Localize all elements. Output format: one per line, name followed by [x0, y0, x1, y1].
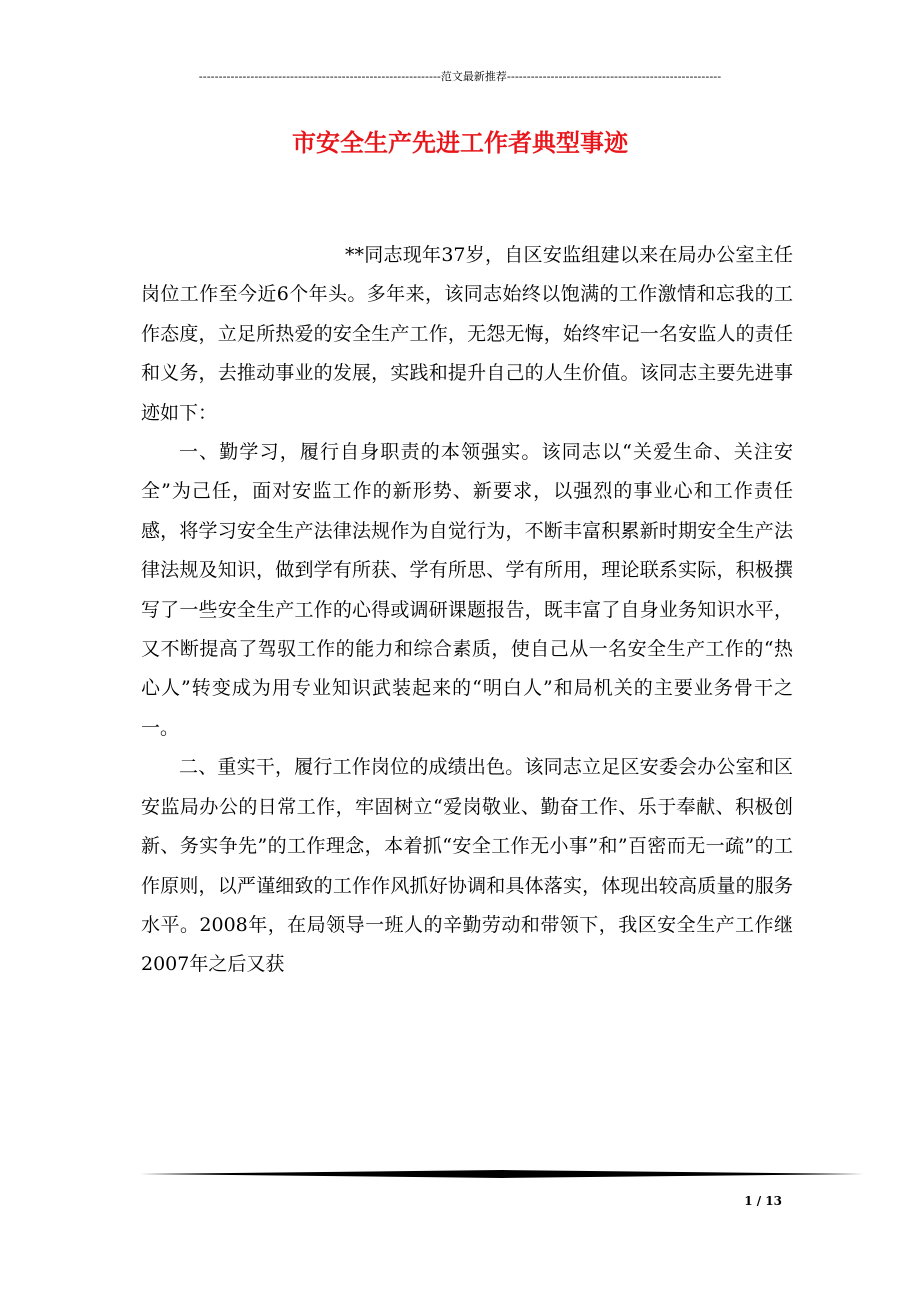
paragraph-study: 一、勤学习，履行自身职责的本领强实。该同志以“关爱生命、关注安全”为己任，面对安监工作的新形势、新要求，以强烈的事业心和工作责任感，将学习安全生产法律法规作为自觉行为，不断丰富积累新时期安全生产法律法规及知识，做到学有所获、学有所思、学有所用，理论联系实际，积极撰写了一些安全生产工作的心得或调研课题报告，既丰富了自身业务知识水平，又不断提高了驾驭工作的能力和综合素质，使自己从一名安全生产工作的“热心人”转变成为用专业知识武装起来的“明白人”和局机关的主要业务骨干之一。	[141, 441, 793, 739]
paragraph-practice: 二、重实干，履行工作岗位的成绩出色。该同志立足区安委会办公室和区安监局办公的日常工作，牢固树立“爱岗敬业、勤奋工作、乐于奉献、积极创新、务实争先”的工作理念，本着抓“安全工作无小事”和”百密而无一疏”的工作原则，以严谨细致的工作作风抓好协调和具体落实，体现出较高质量的服务水平。2008年，在局领导一班人的辛勤劳动和带领下，我区安全生产工作继2007年之后又获	[141, 756, 793, 976]
paragraph-intro: **同志现年37岁，自区安监组建以来在局办公室主任岗位工作至今近6个年头。多年来，该同志始终以饱满的工作激情和忘我的工作态度，立足所热爱的安全生产工作，无怨无悔，始终牢记一名安监人的责任和义务，去推动事业的发展，实践和提升自己的人生价值。该同志主要先进事迹如下：	[141, 244, 793, 424]
footer-divider	[140, 1170, 864, 1178]
page-number: 1 / 13	[744, 1194, 782, 1208]
page-header-banner: -------------------------------------------------------------范文最新推荐------------------------------------------------------	[198, 70, 722, 83]
document-title: 市安全生产先进工作者典型事迹	[292, 128, 628, 157]
document-body	[141, 236, 793, 985]
